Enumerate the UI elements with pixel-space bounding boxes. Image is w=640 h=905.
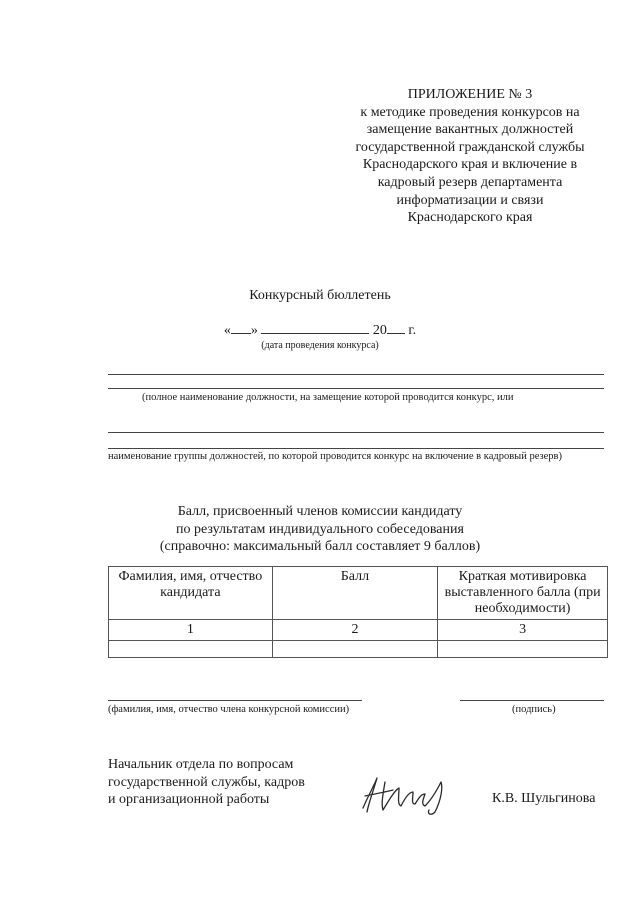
- column-number: 1: [109, 620, 273, 641]
- signer-name: К.В. Шульгинова: [492, 791, 596, 806]
- table-cell: [109, 641, 273, 658]
- sign-caption: (подпись): [512, 704, 556, 715]
- appendix-line: замещение вакантных должностей: [366, 122, 574, 138]
- year-blank: [387, 322, 405, 334]
- table-number-row: [109, 620, 608, 641]
- chief-line: Начальник отдела по вопросам: [108, 757, 294, 772]
- appendix-line: информатизации и связи: [396, 192, 544, 208]
- appendix-line: Краснодарского края и включение в: [362, 157, 578, 173]
- date-close-quote: »: [250, 323, 258, 338]
- score-heading-line: (справочно: максимальный балл составляет 9 баллов): [159, 539, 481, 554]
- date-caption: (дата проведения конкурса): [261, 340, 379, 351]
- score-heading-line: Балл, присвоенный членов комиссии кандидату: [177, 504, 463, 519]
- member-sign-line: [460, 700, 604, 701]
- position-line-2: [108, 388, 604, 389]
- year-suffix: г.: [408, 323, 417, 338]
- handwritten-signature: [355, 770, 465, 820]
- position-line-3: [108, 432, 604, 433]
- chief-line: и организационной работы: [108, 792, 270, 807]
- member-name-caption: (фамилия, имя, отчество члена конкурсной комиссии): [108, 704, 350, 715]
- header-motivation: Краткая мотивировка выставленного балла (при необходимости): [438, 567, 608, 620]
- month-blank: [261, 322, 369, 334]
- day-blank: [231, 322, 251, 334]
- date-open-quote: «: [223, 323, 231, 338]
- position-line-1: [108, 374, 604, 375]
- appendix-title: ПРИЛОЖЕНИЕ № 3: [407, 87, 533, 102]
- header-score: Балл: [272, 567, 438, 620]
- score-heading-line: по результатам индивидуального собеседования: [176, 521, 464, 537]
- appendix-header: [330, 86, 610, 227]
- column-number: 3: [438, 620, 608, 641]
- header-candidate: Фамилия, имя, отчество кандидата: [109, 567, 273, 620]
- column-number: 2: [272, 620, 438, 641]
- year-prefix: 20: [372, 323, 387, 338]
- position-group-caption: наименование группы должностей, по которой проводится конкурс на включение в кадровый резерв): [108, 451, 563, 462]
- appendix-line: к методике проведения конкурсов на: [360, 104, 580, 120]
- position-caption: (полное наименование должности, на замещение которой проводится конкурс, или: [142, 392, 514, 403]
- bulletin-title: Конкурсный бюллетень: [249, 288, 391, 303]
- appendix-line: кадровый резерв департамента: [377, 174, 563, 190]
- table-cell: [272, 641, 438, 658]
- score-heading: [0, 503, 640, 556]
- position-line-4: [108, 448, 604, 449]
- chief-position: [108, 756, 305, 809]
- score-table: [108, 566, 608, 658]
- table-header-row: [109, 567, 608, 620]
- table-cell: [438, 641, 608, 658]
- table-row: [109, 641, 608, 658]
- appendix-line: государственной гражданской службы: [355, 139, 585, 155]
- member-name-line: [108, 700, 362, 701]
- date-line: [0, 322, 640, 339]
- chief-line: государственной службы, кадров: [108, 774, 305, 790]
- appendix-line: Краснодарского края: [407, 210, 533, 226]
